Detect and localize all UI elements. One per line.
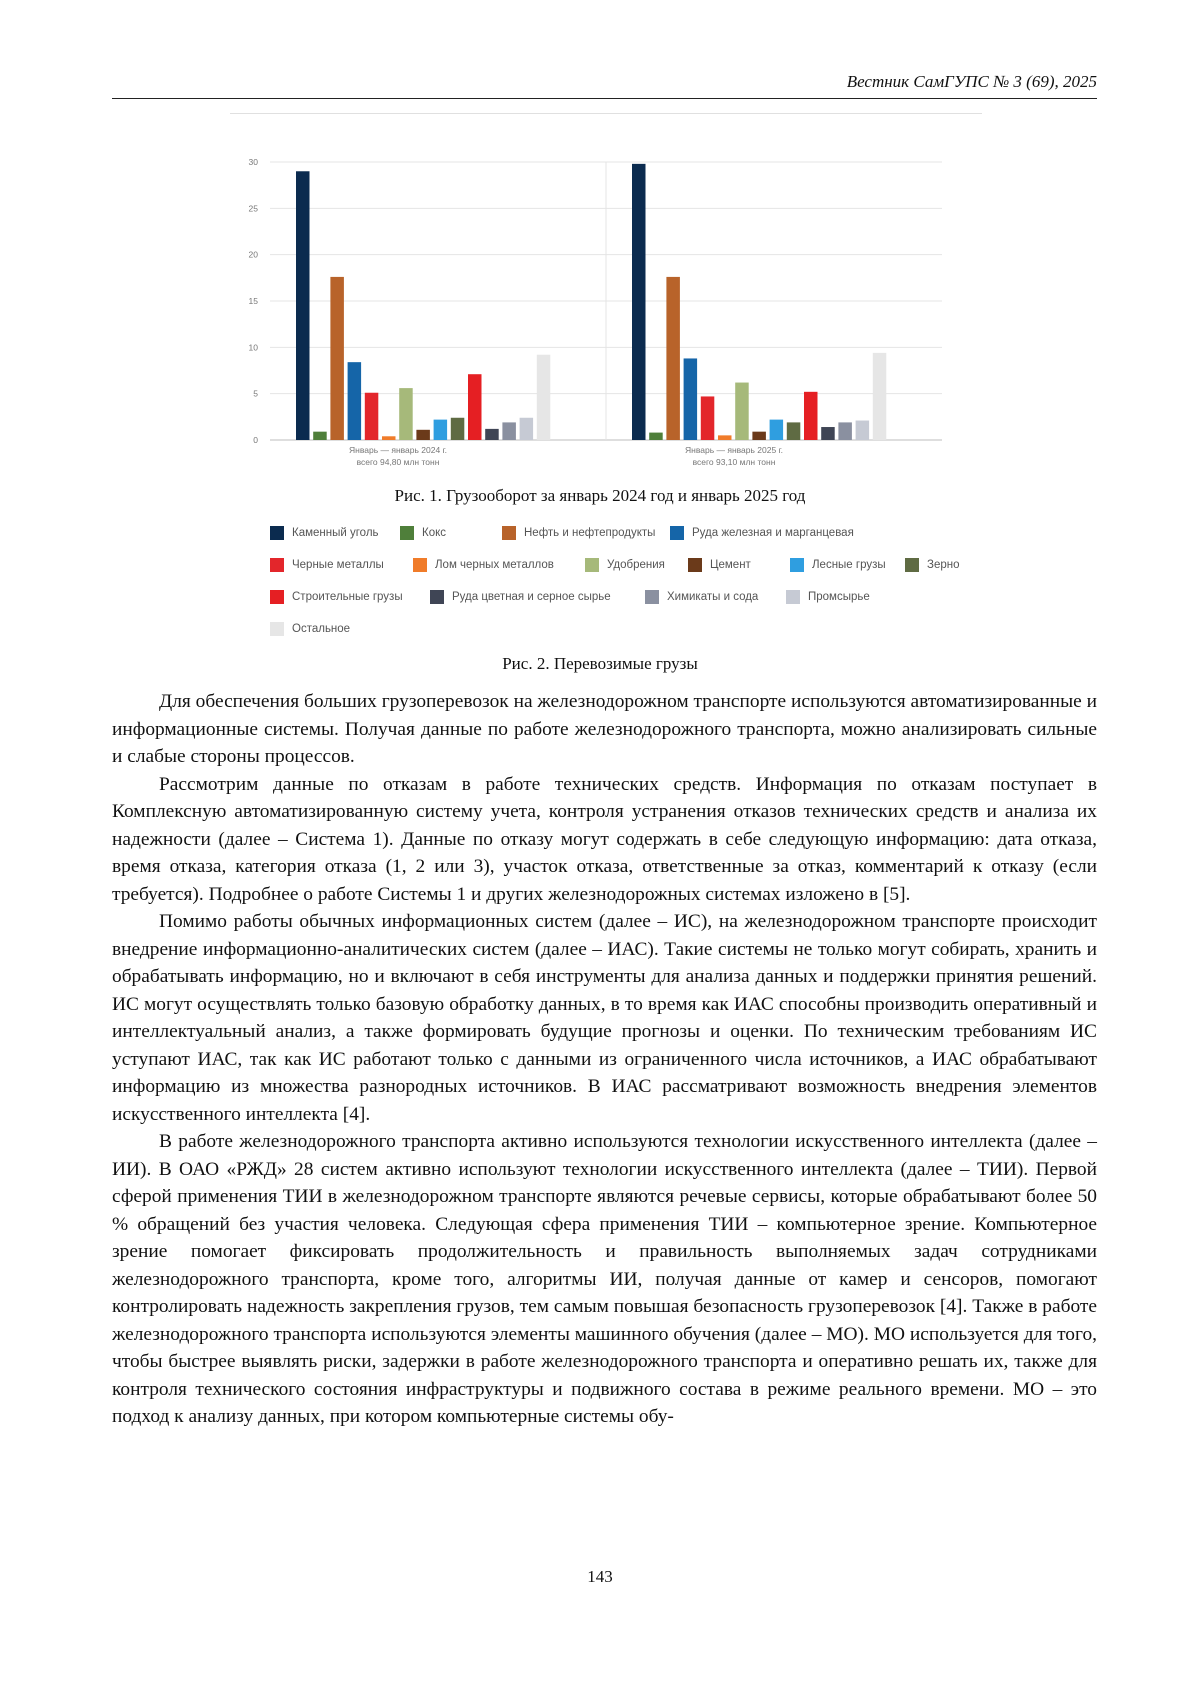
legend-item: [688, 558, 751, 572]
legend-label: Остальное: [292, 623, 351, 635]
running-header: [112, 70, 1097, 99]
legend-label: Строительные грузы: [292, 591, 403, 603]
y-tick-label: 20: [248, 249, 258, 260]
legend-item: [905, 558, 959, 572]
legend-swatch: [270, 622, 284, 636]
paragraph: Помимо работы обычных информационных систем (далее – ИС), на железнодорожном транспорте происходит внедрение информационно-аналитических систем (далее – ИАС). Такие системы не только могут собирать, хранить и обрабатывать информацию, но и включают в себя инструменты для анализа данных и поддержки принятия решений. ИС могут осуществлять только базовую обработку данных, в то время как ИАС способны производить оперативный и интеллектуальный анализ, а также формировать будущие прогнозы и оценки. По техническим требованиям ИС уступают ИАС, так как ИС работают только с данными из ограниченного числа источников, а ИАС обрабатывают информацию из множества разнородных источников. В ИАС рассматривают возможность внедрения элементов искусственного интеллекта [4].: [112, 911, 1097, 1125]
bar: [537, 355, 551, 440]
legend-item: [270, 558, 384, 572]
legend-swatch: [270, 558, 284, 572]
bar: [451, 418, 465, 440]
x-category-sublabel: всего 93,10 млн тонн: [692, 457, 776, 467]
legend-label: Черные металлы: [292, 559, 384, 571]
legend-swatch: [270, 526, 284, 540]
legend-swatch: [688, 558, 702, 572]
y-tick-label: 10: [248, 342, 258, 353]
x-category-label: Январь — январь 2025 г.: [684, 445, 784, 455]
legend-swatch: [502, 526, 516, 540]
bar: [330, 277, 344, 440]
paragraph: Рассмотрим данные по отказам в работе технических средств. Информация по отказам поступает в Комплексную автоматизированную систему учета, контроля устранения отказов технических средств и анализа их надежности (далее – Система 1). Данные по отказу могут содержать в себе следующую информацию: дата отказа, время отказа, категория отказа (1, 2 или 3), участок отказа, ответственные за отказ, комментарий к отказу (если требуется). Подробнее о работе Системы 1 и других железнодорожных системах изложено в [5].: [112, 773, 1097, 905]
bar: [485, 429, 499, 440]
legend-item: [400, 526, 446, 540]
bar: [382, 436, 396, 440]
bar: [313, 432, 327, 440]
bar: [718, 435, 732, 440]
legend-label: Лом черных металлов: [435, 559, 554, 571]
bar: [701, 396, 715, 440]
legend-label: Руда цветная и серное сырье: [452, 591, 611, 603]
legend-item: [786, 590, 870, 604]
bar: [520, 418, 534, 440]
journal-title: Вестник СамГУПС № 3 (69), 2025: [846, 72, 1097, 91]
legend-item: [413, 558, 554, 572]
paragraph: Для обеспечения больших грузоперевозок на железнодорожном транспорте используются автоматизированные и информационные системы. Получая данные по работе железнодорожного транспорта, можно анализировать сильные и слабые стороны процессов.: [112, 691, 1098, 767]
bar: [399, 388, 413, 440]
y-tick-label: 5: [253, 388, 258, 399]
bar: [821, 427, 835, 440]
legend-swatch: [270, 590, 284, 604]
legend-item: [670, 526, 854, 540]
legend-item: [585, 558, 665, 572]
bar: [502, 422, 516, 440]
figure-2-caption: Рис. 2. Перевозимые грузы: [502, 654, 698, 673]
bar: [649, 433, 663, 440]
bar: [416, 430, 430, 440]
legend-swatch: [786, 590, 800, 604]
legend-swatch: [400, 526, 414, 540]
y-tick-label: 25: [248, 203, 258, 214]
cargo-turnover-bar-chart: [230, 150, 975, 467]
legend-item: [502, 526, 655, 540]
legend-item: [270, 622, 350, 636]
bar: [296, 171, 310, 440]
bar: [434, 420, 448, 440]
bar: [468, 374, 482, 440]
legend-label: Химикаты и сода: [667, 591, 759, 603]
bar: [804, 392, 818, 440]
legend-label: Кокс: [422, 527, 447, 539]
figure-1-caption: Рис. 1. Грузооборот за январь 2024 год и январь 2025 год: [394, 486, 806, 505]
legend-swatch: [585, 558, 599, 572]
legend-label: Удобрения: [607, 559, 665, 571]
y-tick-label: 30: [248, 157, 258, 167]
bar: [787, 422, 801, 440]
article-body: [112, 688, 1097, 1431]
legend-label: Цемент: [710, 559, 751, 571]
legend-swatch: [670, 526, 684, 540]
bar: [684, 358, 698, 440]
bar: [365, 393, 379, 440]
legend-swatch: [430, 590, 444, 604]
legend-label: Зерно: [927, 559, 960, 571]
bar: [856, 421, 870, 440]
bar: [838, 422, 852, 440]
x-category-sublabel: всего 94,80 млн тонн: [356, 457, 440, 467]
legend-label: Промсырье: [808, 591, 870, 603]
bar: [770, 420, 784, 440]
legend-swatch: [905, 558, 919, 572]
legend-item: [430, 590, 611, 604]
legend-item: [270, 526, 379, 540]
paragraph: В работе железнодорожного транспорта активно используются технологии искусственного интеллекта (далее – ИИ). В ОАО «РЖД» 28 систем активно используют технологии искусственного интеллекта (далее – ТИИ). Первой сферой применения ТИИ в железнодорожном транспорте являются речевые сервисы, которые обрабатывают более 50 % обращений без участия человека. Следующая сфера применения ТИИ – компьютерное зрение. Компьютерное зрение помогает фиксировать продолжительность и правильность выполняемых задач сотрудниками железнодорожного транспорта, кроме того, алгоритмы ИИ, получая данные от камер и сенсоров, помогают контролировать надежность закрепления грузов, тем самым повышая безопасность грузоперевозок [4]. Также в работе железнодорожного транспорта используются элементы машинного обучения (далее – МО). МО используется для того, чтобы быстрее выявлять риски, задержки в работе железнодорожного транспорта и оперативно решать их, также для контроля технического состояния инфраструктуры и подвижного состава в режиме реального времени. МО – это подход к анализу данных, при котором компьютерные системы обу-: [112, 1131, 1097, 1427]
legend-label: Каменный уголь: [292, 527, 379, 539]
bar: [666, 277, 680, 440]
legend-item: [790, 558, 886, 572]
bar: [752, 432, 766, 440]
y-tick-label: 15: [248, 296, 258, 306]
bar: [348, 362, 362, 440]
legend-swatch: [645, 590, 659, 604]
bar: [873, 353, 887, 440]
y-tick-label: 0: [253, 435, 258, 445]
legend-label: Нефть и нефтепродукты: [524, 527, 656, 539]
page-number: 143: [587, 1567, 613, 1586]
legend-label: Лесные грузы: [812, 559, 886, 571]
legend-item: [645, 590, 758, 604]
bar: [632, 164, 646, 440]
chart-top-divider: [230, 113, 982, 114]
legend-swatch: [790, 558, 804, 572]
bar: [735, 383, 749, 440]
legend-swatch: [413, 558, 427, 572]
x-category-label: Январь — январь 2024 г.: [348, 445, 448, 455]
legend-item: [270, 590, 403, 604]
legend-label: Руда железная и марганцевая: [692, 527, 854, 539]
